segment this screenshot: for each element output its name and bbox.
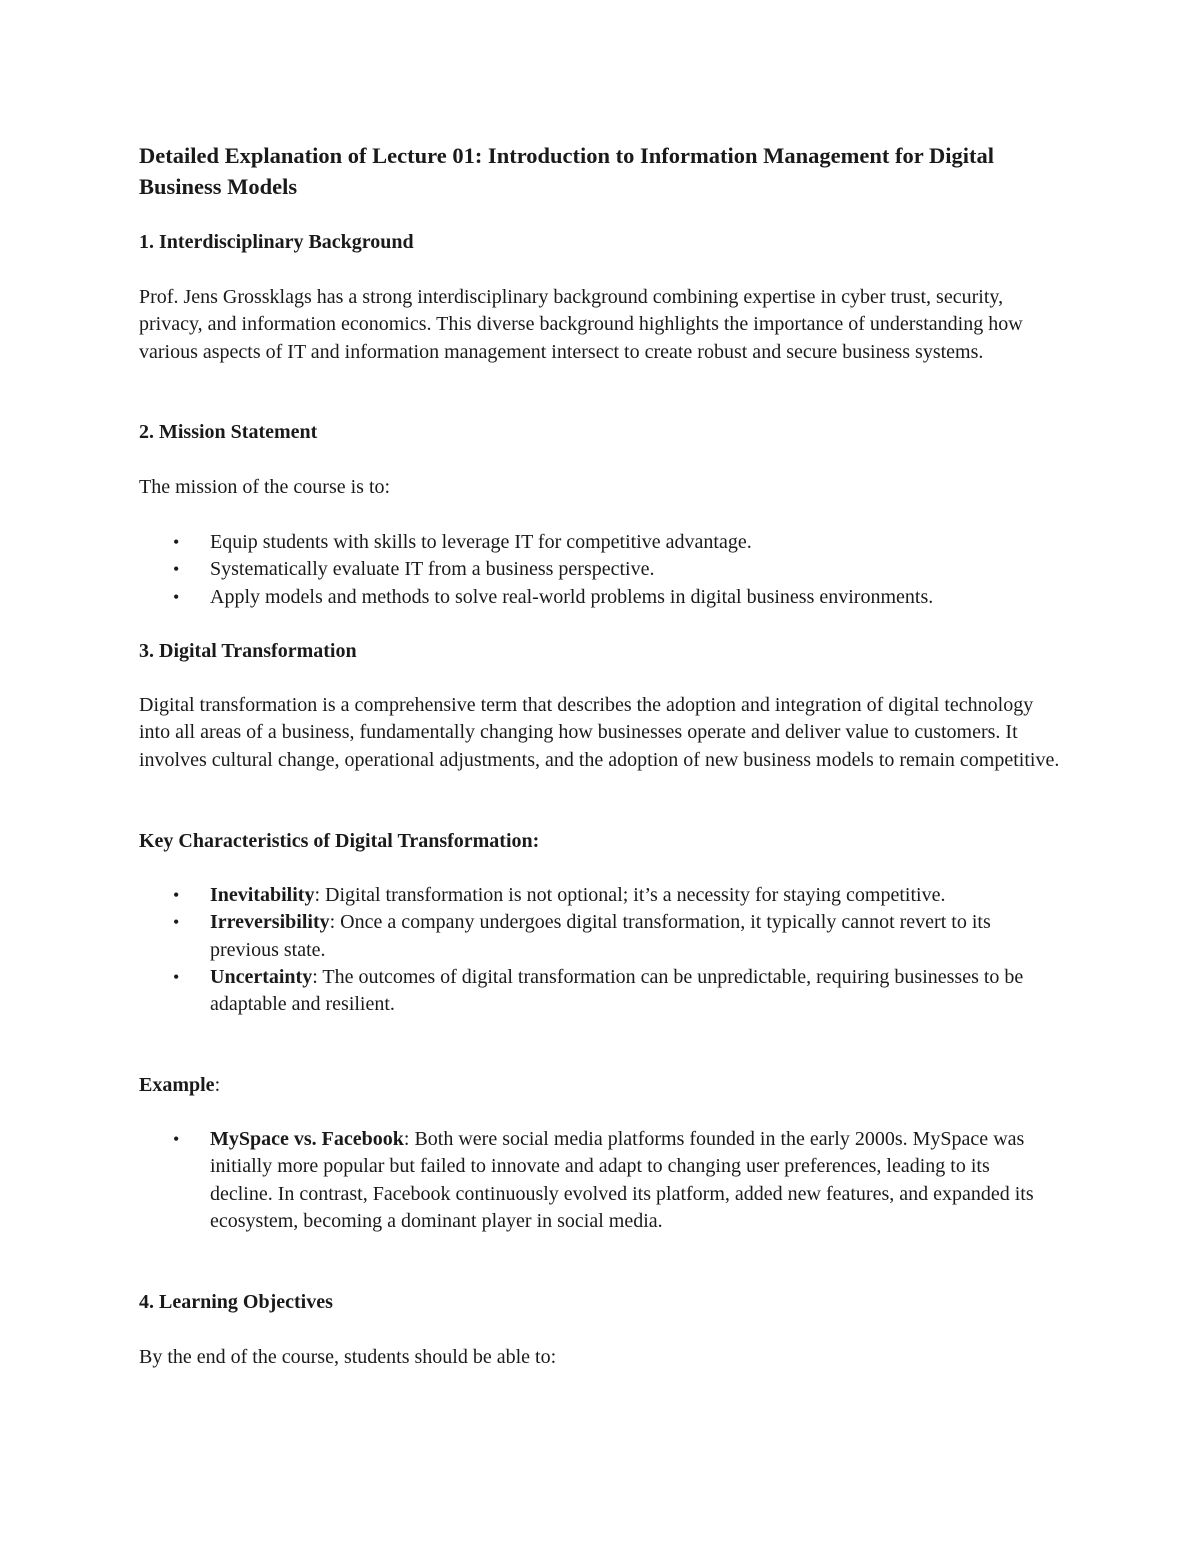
example-term: MySpace vs. Facebook	[210, 1128, 404, 1150]
characteristic-text: : Digital transformation is not optional; it’s a necessity for staying competitive.	[314, 884, 946, 906]
example-list	[0, 1126, 1050, 1235]
mission-bullet-list	[0, 529, 1050, 611]
list-item	[0, 1126, 1050, 1235]
example-colon: :	[214, 1074, 221, 1096]
characteristic-term: Inevitability	[210, 884, 315, 906]
document-title: Detailed Explanation of Lecture 01: Introduction to Information Management for Digital Business Models	[139, 143, 994, 199]
bullet-icon: •	[173, 586, 180, 607]
section-heading-interdisciplinary-background: 1. Interdisciplinary Background	[139, 231, 414, 253]
bullet-icon: •	[173, 885, 180, 905]
bullet-icon: •	[173, 966, 180, 987]
characteristic-term: Uncertainty	[210, 965, 313, 988]
bullet-icon: •	[173, 912, 180, 933]
list-item	[0, 584, 1050, 611]
learning-objectives-intro: By the end of the course, students should be able to:	[139, 1346, 557, 1368]
mission-intro: The mission of the course is to:	[139, 476, 391, 498]
example-label: Example	[139, 1074, 215, 1096]
list-item	[0, 964, 1050, 1019]
list-item-text: Apply models and methods to solve real-world problems in digital business environments.	[210, 585, 934, 608]
list-item	[0, 882, 1050, 909]
list-item	[0, 909, 1050, 964]
section-paragraph-digital-transformation: Digital transformation is a comprehensive term that describes the adoption and integration of digital technology into all areas of a business, fundamentally changing how businesses operate and deliver value to customers. It involves cultural change, operational adjustments, and the adoption of new business models to remain competitive.	[139, 694, 1060, 771]
section-heading-learning-objectives: 4. Learning Objectives	[139, 1291, 333, 1313]
characteristics-heading: Key Characteristics of Digital Transformation:	[139, 830, 540, 852]
characteristics-list	[0, 882, 1050, 1018]
example-text: : Both were social media platforms founded in the early 2000s. MySpace was initially more popular but failed to innovate and adapt to changing user preferences, leading to its decline. In contrast, Facebook continuously evolved its platform, added new features, and expanded its ecosystem, becoming a dominant player in social media.	[210, 1128, 1034, 1232]
bullet-icon: •	[173, 532, 180, 552]
bullet-icon: •	[173, 559, 180, 580]
list-item	[0, 529, 1050, 556]
example-label-line	[139, 1072, 1069, 1099]
list-item-text: Equip students with skills to leverage IT for competitive advantage.	[210, 531, 752, 553]
list-item-text: Systematically evaluate IT from a business perspective.	[210, 558, 655, 581]
section-heading-digital-transformation: 3. Digital Transformation	[139, 640, 357, 662]
bullet-icon: •	[173, 1129, 180, 1149]
section-heading-mission-statement: 2. Mission Statement	[139, 421, 318, 443]
section-paragraph-background: Prof. Jens Grossklags has a strong interdisciplinary background combining expertise in cyber trust, security, privacy, and information economics. This diverse background highlights the importance of understanding how various aspects of IT and information management intersect to create robust and secure business systems.	[139, 286, 1023, 363]
characteristic-text: : The outcomes of digital transformation can be unpredictable, requiring businesses to be adaptable and resilient.	[210, 965, 1024, 1016]
characteristic-term: Irreversibility	[210, 911, 330, 934]
characteristic-text: : Once a company undergoes digital transformation, it typically cannot revert to its previous state.	[210, 911, 991, 961]
list-item	[0, 556, 1050, 583]
